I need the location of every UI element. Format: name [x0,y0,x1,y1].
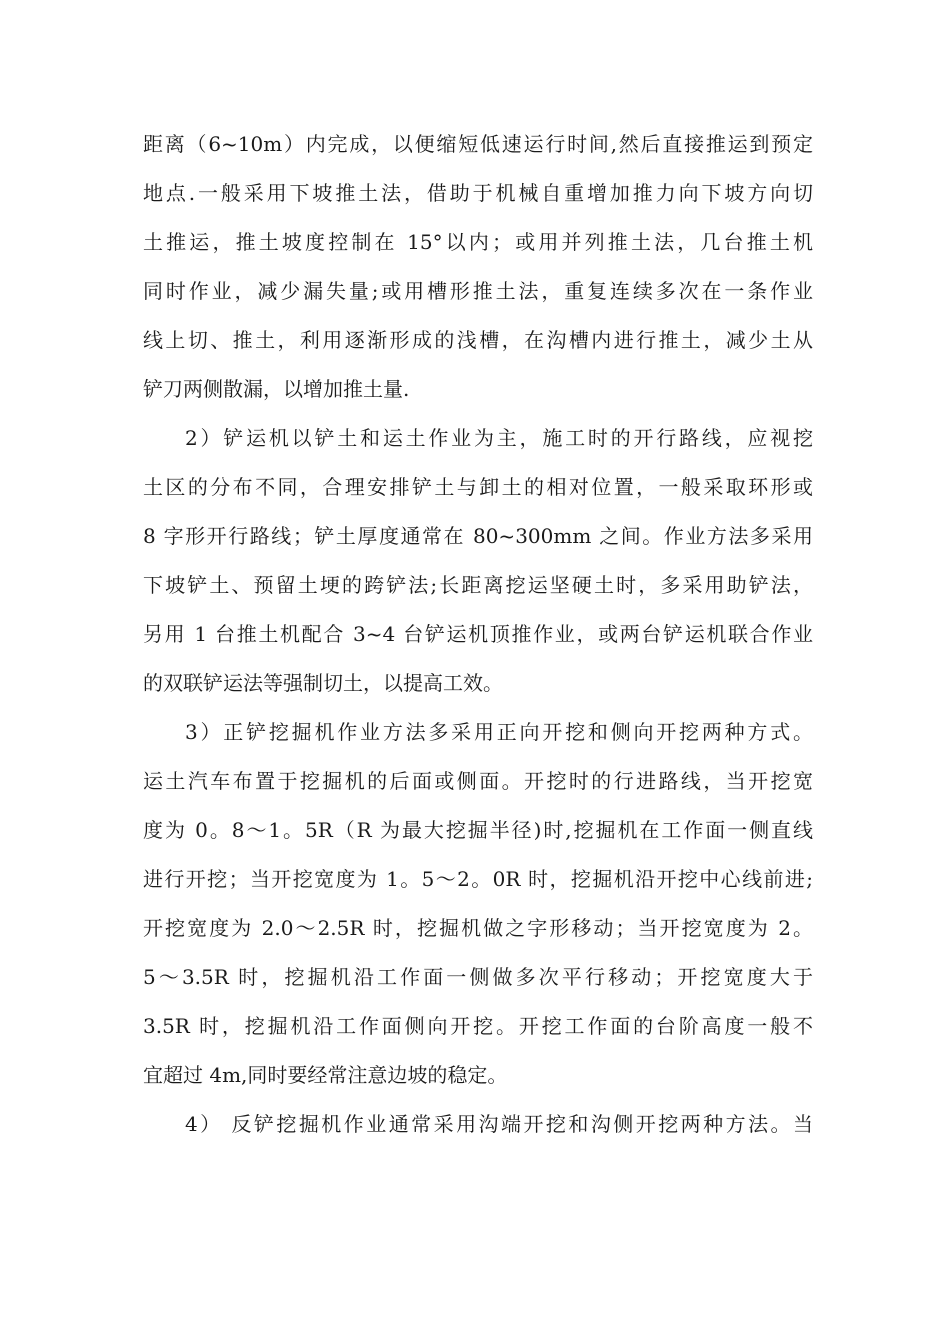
text-line: 铲刀两侧散漏，以增加推土量. [143,377,410,401]
text-line: 2）铲运机以铲土和运土作业为主，施工时的开行路线，应视挖 [185,426,813,450]
text-line: 线上切、推土，利用逐渐形成的浅槽，在沟槽内进行推土，减少土从 [143,328,813,352]
body-text [143,120,813,1149]
paragraph-4 [143,1100,813,1149]
text-line: 3）正铲挖掘机作业方法多采用正向开挖和侧向开挖两种方式。 [185,720,813,744]
text-line: 开挖宽度为 2.0～2.5R 时，挖掘机做之字形移动；当开挖宽度为 2。 [143,916,813,940]
text-line: 度为 0。8～1。5R（R 为最大挖掘半径)时,挖掘机在工作面一侧直线 [143,818,813,842]
text-line: 3.5R 时，挖掘机沿工作面侧向开挖。开挖工作面的台阶高度一般不 [143,1014,813,1038]
paragraph-1 [143,120,813,414]
text-line: 土推运，推土坡度控制在 15°以内；或用并列推土法，几台推土机 [143,230,813,254]
text-line: 5～3.5R 时，挖掘机沿工作面一侧做多次平行移动；开挖宽度大于 [143,965,813,989]
text-line: 运土汽车布置于挖掘机的后面或侧面。开挖时的行进路线，当开挖宽 [143,769,813,793]
text-line: 同时作业，减少漏失量;或用槽形推土法，重复连续多次在一条作业 [143,279,813,303]
text-line: 土区的分布不同，合理安排铲土与卸土的相对位置，一般采取环形或 [143,475,813,499]
text-line: 进行开挖；当开挖宽度为 1。5～2。0R 时，挖掘机沿开挖中心线前进; [143,867,813,891]
paragraph-2 [143,414,813,708]
text-line: 下坡铲土、预留土埂的跨铲法;长距离挖运坚硬土时，多采用助铲法， [143,573,813,597]
text-line: 的双联铲运法等强制切土，以提高工效。 [143,671,503,695]
text-line: 距离（6~10m）内完成，以便缩短低速运行时间,然后直接推运到预定 [143,132,813,156]
text-line: 另用 1 台推土机配合 3~4 台铲运机顶推作业，或两台铲运机联合作业 [143,622,813,646]
paragraph-3 [143,708,813,1100]
text-line: 8 字形开行路线；铲土厚度通常在 80~300mm 之间。作业方法多采用 [143,524,813,548]
text-line: 4） 反铲挖掘机作业通常采用沟端开挖和沟侧开挖两种方法。当 [185,1112,813,1136]
text-line: 地点.一般采用下坡推土法，借助于机械自重增加推力向下坡方向切 [143,181,813,205]
text-line: 宜超过 4m,同时要经常注意边坡的稳定。 [143,1063,508,1087]
